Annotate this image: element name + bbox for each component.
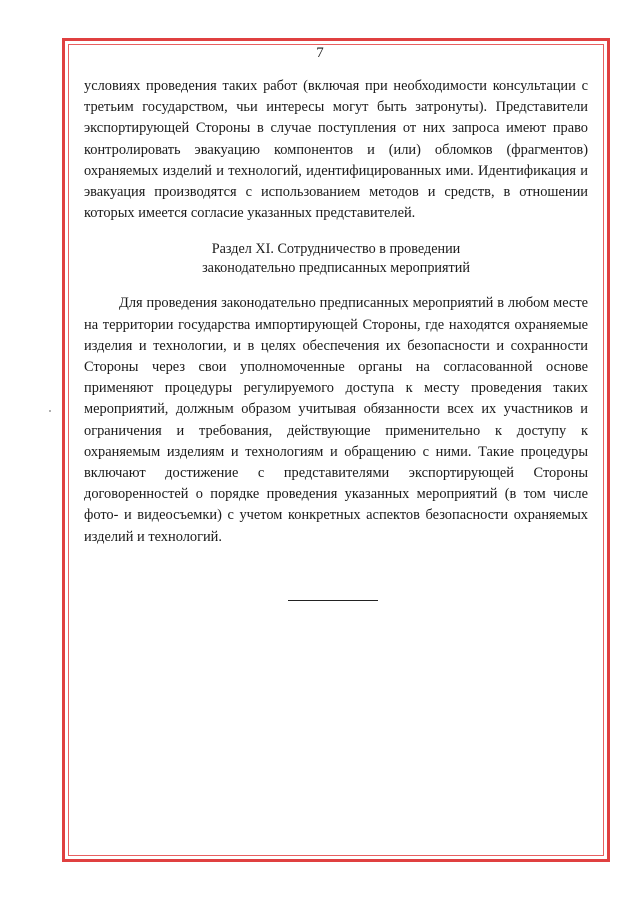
end-divider [288, 600, 378, 601]
document-body [84, 76, 588, 548]
page-number: 7 [316, 45, 324, 61]
section-heading [84, 240, 588, 277]
paragraph-main: Для проведения законодательно предписанных мероприятий в любом месте на территории государства импортирующей Стороны, где находятся охраняемые изделия и технологии, и в целях обеспечения их безопасности и сохранности Стороны через свои уполномоченные органы на согласованной основе применяют процедуры регулируемого доступа к месту проведения таких мероприятий, должным образом учитывая обязанности всех их участников и ограничения и требования, действующие применительно к доступу к охраняемым изделиям и технологиям и обращению с ними. Такие процедуры включают достижение с представителями экспортирующей Стороны договоренностей о порядке проведения указанных мероприятий (в том числе фото- и видеосъемки) с учетом конкретных аспектов безопасности охраняемых изделий и технологий. [84, 295, 588, 545]
section-title-line1: Раздел XI. Сотрудничество в проведении [211, 241, 461, 258]
paragraph-continuation: условиях проведения таких работ (включая при необходимости консультации с третьим государством, чьи интересы могут быть затронуты). Представители экспортирующей Стороны в случае поступления от них запроса имеют право контролировать эвакуацию компонентов и (или) обломков (фрагментов) охраняемых изделий и технологий, идентифицированных ими. Идентификация и эвакуация производятся с использованием методов и средств, в отношении которых имеется согласие указанных представителей. [84, 78, 588, 222]
scan-speck [49, 410, 51, 412]
section-title-line2: законодательно предписанных мероприятий [202, 259, 470, 276]
